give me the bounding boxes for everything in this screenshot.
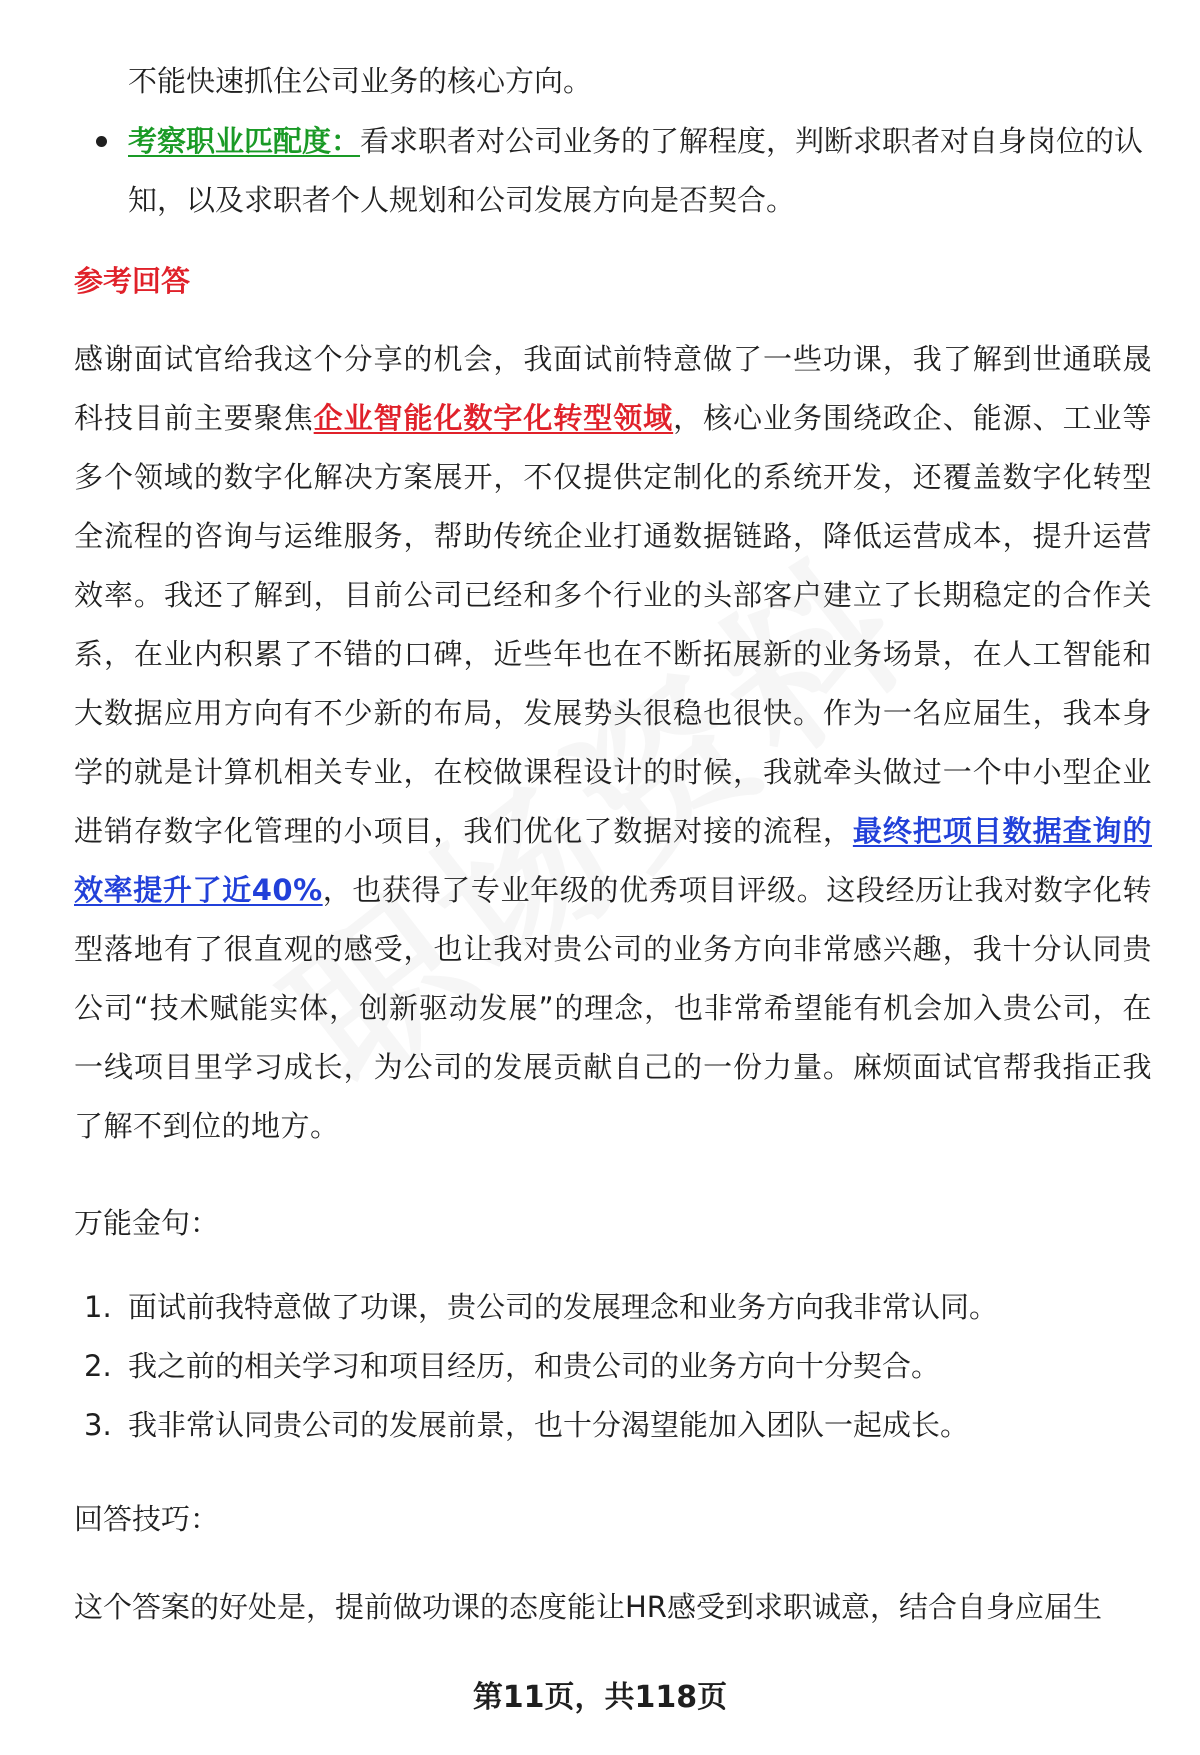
list-item: [84, 1396, 1154, 1455]
list-item: [84, 1337, 1154, 1396]
list-item-text: 我之前的相关学习和项目经历，和贵公司的业务方向十分契合。: [128, 1349, 941, 1383]
list-item-number: 2.: [84, 1349, 112, 1383]
bullet-label: 考察职业匹配度：: [128, 124, 361, 158]
section-heading-reference-answer: 参考回答: [74, 264, 191, 298]
list-item-number: 1.: [84, 1290, 112, 1324]
answer-tips-text: 这个答案的好处是，提前做功课的态度能让HR感受到求职诚意，结合自身应届生: [74, 1590, 1102, 1624]
answer-part-1: 感谢面试官给我这个分享的机会，我面试前特意做了一些功课，我了解到世通联晟科技目前主要聚焦: [74, 342, 1152, 435]
bullet-text: [128, 112, 1156, 230]
list-item: [84, 1278, 1154, 1337]
answer-highlight-red: 企业智能化数字化转型领域: [313, 401, 674, 435]
bullet-item-job-match: [96, 112, 1156, 230]
list-item-text: 面试前我特意做了功课，贵公司的发展理念和业务方向我非常认同。: [128, 1290, 999, 1324]
page-number-footer: 第11页，共118页: [472, 1680, 728, 1715]
continuation-line: 不能快速抓住公司业务的核心方向。: [128, 64, 593, 98]
golden-sentences-heading: 万能金句：: [74, 1206, 220, 1240]
answer-part-3: ，也获得了专业年级的优秀项目评级。这段经历让我对数字化转型落地有了很直观的感受，也让我对贵公司的业务方向非常感兴趣，我十分认同贵公司“技术赋能实体，创新驱动发展”的理念，也非常希望能有机会加入贵公司，在一线项目里学习成长，为公司的发展贡献自己的一份力量。麻烦面试官帮我指正我了解不到位的地方。: [74, 873, 1152, 1143]
answer-highlight-blue: 最终把项目数据查询的效率提升了近40%: [74, 814, 1152, 907]
golden-sentences-list: [84, 1278, 1154, 1455]
bullet-dot-icon: [96, 136, 107, 147]
answer-tips-heading: 回答技巧：: [74, 1502, 220, 1536]
list-item-text: 我非常认同贵公司的发展前景，也十分渴望能加入团队一起成长。: [128, 1408, 970, 1442]
answer-paragraph: [74, 330, 1152, 1156]
bullet-body: 看求职者对公司业务的了解程度，判断求职者对自身岗位的认知，以及求职者个人规划和公司发展方向是否契合。: [128, 124, 1144, 217]
list-item-number: 3.: [84, 1408, 112, 1442]
answer-part-2: ，核心业务围绕政企、能源、工业等多个领域的数字化解决方案展开，不仅提供定制化的系统开发，还覆盖数字化转型全流程的咨询与运维服务，帮助传统企业打通数据链路，降低运营成本，提升运营效率。我还了解到，目前公司已经和多个行业的头部客户建立了长期稳定的合作关系，在业内积累了不错的口碑，近些年也在不断拓展新的业务场景，在人工智能和大数据应用方向有不少新的布局，发展势头很稳也很快。作为一名应届生，我本身学的就是计算机相关专业，在校做课程设计的时候，我就牵头做过一个中小型企业进销存数字化管理的小项目，我们优化了数据对接的流程，: [74, 401, 1152, 848]
